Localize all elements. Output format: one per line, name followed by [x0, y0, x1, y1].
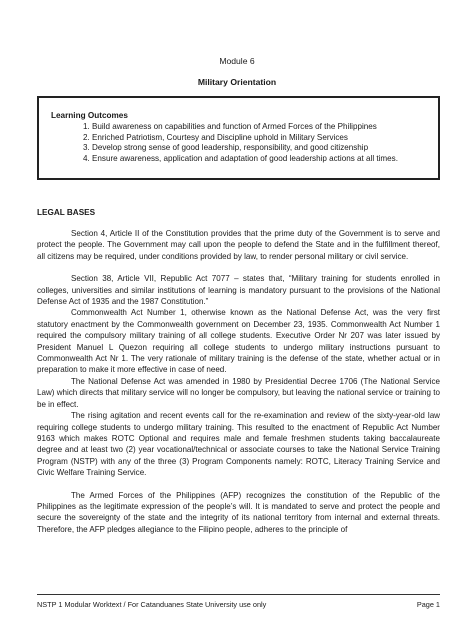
- learning-outcomes-box: [37, 96, 440, 180]
- paragraph: The Armed Forces of the Philippines (AFP) recognizes the constitution of the Republic of the Philippines as the legitimate expression of the people’s will. It is mandated to serve and protect the people and secure the sovereignty of the state and the integrity of its national territory from internal and external threats. Therefore, the AFP pledges allegiance to the Filipino people, adheres to the principle of: [37, 490, 440, 534]
- paragraph: Commonwealth Act Number 1, otherwise known as the National Defense Act, was the very first statutory enactment by the Commonwealth government on December 23, 1935. Commonwealth Act Number 1 required the compulsory military training of all college students. Executive Order Nr 207 was later issued by President Manuel L Quezon requiring all college students to undergo military instructions pursuant to Commonwealth Act Nr 1. The very rationale of military training is the defense of the state, whether actual or in preparation to make it more effective in case of need.: [37, 308, 440, 375]
- learning-outcome-item: 2. Enriched Patriotism, Courtesy and Discipline uphold in Military Services: [83, 132, 348, 142]
- module-title: Military Orientation: [197, 77, 277, 87]
- learning-outcome-item: 1. Build awareness on capabilities and function of Armed Forces of the Philippines: [83, 122, 377, 131]
- paragraph: Section 4, Article II of the Constitution provides that the prime duty of the Government is to serve and protect the people. The Government may call upon the people to defend the State and in the fulfillment thereof, all citizens may be required, under conditions provided by law, to render personal military or civil service.: [37, 229, 440, 261]
- module-number: Module 6: [219, 56, 255, 66]
- paragraph: The National Defense Act was amended in 1980 by Presidential Decree 1706 (The National Service Law) which directs that military service will no longer be compulsory, but leaving the national service or training to be in effect.: [37, 376, 440, 409]
- paragraph: The rising agitation and recent events call for the re-examination and review of the sixty-year-old law requiring college students to undergo military training. This resulted to the enactment of Republic Act Number 9163 which makes ROTC Optional and requires male and female freshmen students taking baccalaureate degree and at least two (2) year vocational/technical or associate courses to take the National Service Training Program (NSTP) with any of the three (3) Program Components namely: ROTC, Literacy Training Service and Civic Welfare Training Service.: [37, 411, 440, 478]
- legal-bases-heading: LEGAL BASES: [37, 208, 96, 217]
- legal-bases-body: [37, 228, 440, 535]
- learning-outcomes-heading: Learning Outcomes: [51, 111, 128, 120]
- footer-divider: [37, 594, 440, 595]
- learning-outcome-item: 4. Ensure awareness, application and adaptation of good leadership actions at all times.: [83, 153, 398, 163]
- page-number: Page 1: [416, 600, 440, 609]
- footer-note: NSTP 1 Modular Worktext / For Catanduanes State University use only: [37, 600, 267, 609]
- learning-outcome-item: 3. Develop strong sense of good leadership, responsibility, and good citizenship: [83, 143, 369, 153]
- learning-outcomes-list: [51, 122, 428, 164]
- paragraph: Section 38, Article VII, Republic Act 7077 – states that, “Military training for students enrolled in colleges, universities and similar institutions of learning is mandatory pursuant to the provisions of the National Defense Act of 1935 and the 1987 Constitution.”: [37, 274, 440, 307]
